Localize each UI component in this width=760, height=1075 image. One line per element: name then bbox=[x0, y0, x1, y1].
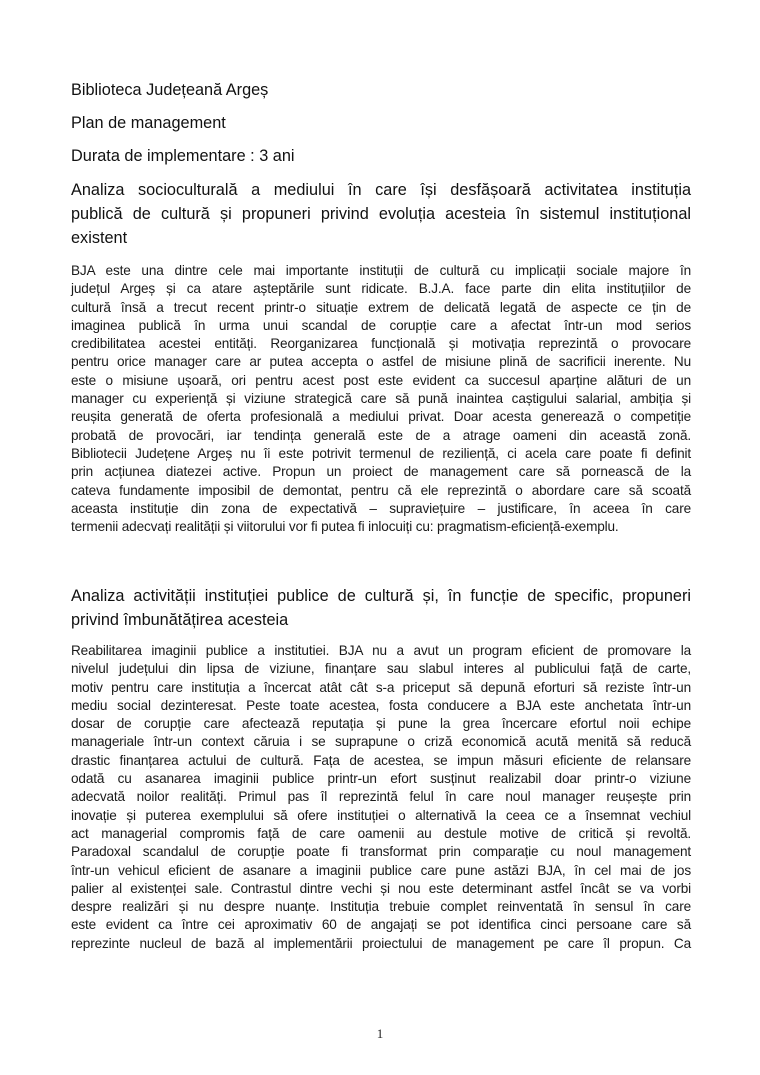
text-line: act managerial compromis față de care oamenii au destule motive de critică și revoltă. bbox=[71, 825, 691, 841]
plan-title: Plan de management bbox=[71, 114, 226, 132]
text-line: probată de provocări, iar tendința generală este de a atrage oameni din această zonă. bbox=[71, 427, 691, 443]
text-line: palier al existenței sale. Contrastul dintre vechi și nou este determinant astfel încât se va vorbi bbox=[71, 880, 691, 896]
text-line: odată cu asanarea imaginii publice printr-un efort susținut realizabil doar printr-o viziune bbox=[71, 771, 691, 787]
text-line: aceasta instituție din zona de expectativă – supraviețuire – justificare, în aceea în care bbox=[71, 500, 691, 516]
text-line: imaginea publică în urma unui scandal de corupție care a afectat într-un mod serios bbox=[71, 317, 691, 333]
text-line: drastic finanțarea actului de cultură. Fața de acestea, se impun măsuri eficiente de relansare bbox=[71, 752, 691, 768]
text-line: manager cu experiență și viziune strategică care să pună inaintea caștigului salarial, ambiția și bbox=[71, 391, 691, 407]
section-heading-activity-analysis bbox=[71, 584, 691, 632]
page-number: 1 bbox=[376, 1026, 384, 1041]
text-line: reprezinte nucleul de bază al implementării proiectului de management pe care îl propun. Ca bbox=[71, 935, 691, 951]
text-line: prin acțiunea diatezei active. Propun un proiect de management care să pornească de la bbox=[71, 464, 691, 480]
text-line: județul Argeș și ca atare așteptările sunt ridicate. B.J.A. face parte din elita instituțiilor de bbox=[71, 281, 691, 297]
heading-line: Analiza socioculturală a mediului în care își desfășoară activitatea instituția bbox=[71, 181, 691, 199]
text-line: este o misiune ușoară, ori pentru acest post este evident ca succesul aparține alături de un bbox=[71, 372, 691, 388]
text-line: dosar de corupție care afectează reputația și pune la grea încercare efortul noii echipe bbox=[71, 716, 691, 732]
implementation-duration: Durata de implementare : 3 ani bbox=[71, 147, 295, 165]
heading-line: privind îmbunătățirea acesteia bbox=[71, 611, 289, 629]
text-line: cateva fundamente imposibil de demontat, pentru că ele reprezintă o abordare care să scoată bbox=[71, 482, 691, 498]
text-line: motiv pentru care instituția a încercat atât cât s-a priceput să depună eforturi să reziste într-un bbox=[71, 679, 691, 695]
text-line: este evident ca între cei aproximativ 60 de angajați se pot identifica cinci persoane care să bbox=[71, 917, 691, 933]
text-line: nivelul județului din lipsa de viziune, finanțare sau slabul interes al publicului față de carte, bbox=[71, 661, 691, 677]
text-line: despre realizări și nu despre nuanțe. Instituția trebuie complet reinventată în sensul în care bbox=[71, 899, 691, 915]
heading-line: existent bbox=[71, 229, 128, 247]
heading-line: publică de cultură și propuneri privind evoluția acesteia în sistemul instituțional bbox=[71, 205, 691, 223]
text-line: adecvată noilor realități. Primul pas îl reprezintă felul în care noul manager reușește prin bbox=[71, 789, 691, 805]
paragraph-sociocultural-analysis bbox=[71, 262, 691, 536]
text-line: credibilitatea acestei entități. Reorganizarea funcțională și motivația reprezintă o provocare bbox=[71, 336, 691, 352]
text-line: pentru orice manager care ar putea accepta o astfel de misiune plină de sacrificii inerente. Nu bbox=[71, 354, 691, 370]
text-line: Bibliotecii Județene Argeș nu îi este potrivit termenul de reziliență, ci acela care poate fi definit bbox=[71, 445, 691, 461]
text-line: mediu social dezinteresat. Peste toate acestea, fosta conducere a BJA este anchetata într-un bbox=[71, 697, 691, 713]
text-line: într-un vehicul eficient de asanare a imaginii publice care pune astăzi BJA, în cel mai de jos bbox=[71, 862, 691, 878]
text-line: reușita generată de oferta profesională a mediului privat. Doar acesta generează o competiție bbox=[71, 409, 691, 425]
text-line: manageriale într-un context căruia i se suprapune o criză economică acută menită să reducă bbox=[71, 734, 691, 750]
paragraph-activity-analysis bbox=[71, 642, 691, 953]
text-line: BJA este una dintre cele mai importante instituții de cultură cu implicații sociale majore în bbox=[71, 263, 691, 278]
text-line: cultură însă a trecut recent printr-o situație extrem de delicată legată de aspecte ce țin de bbox=[71, 299, 691, 315]
text-line: Reabilitarea imaginii publice a institutiei. BJA nu a avut un program eficient de promovare la bbox=[71, 643, 691, 658]
institution-name: Biblioteca Județeană Argeș bbox=[71, 81, 269, 99]
text-line: inovație și puterea exemplului să ofere instituției o alternativă la ceea ce a însemnat vechiul bbox=[71, 807, 691, 823]
text-line: termenii adecvați realității și viitorului vor fi putea fi inlocuiți cu: pragmatism-eficiență-exemplu. bbox=[71, 519, 619, 535]
heading-line: Analiza activității instituției publice de cultură și, în funcție de specific, propuneri bbox=[71, 587, 691, 605]
section-heading-sociocultural bbox=[71, 178, 691, 250]
text-line: Paradoxal scandalul de corupție poate fi transformat prin comparație cu noul management bbox=[71, 844, 691, 860]
